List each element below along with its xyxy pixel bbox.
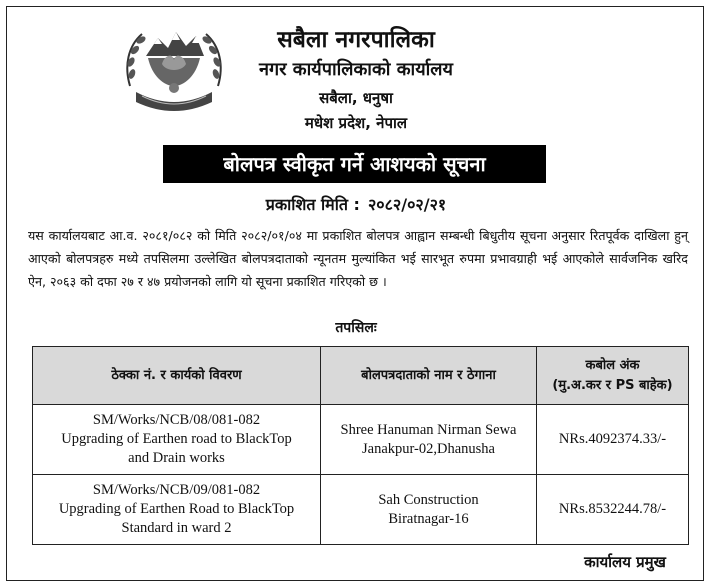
table-header-row	[33, 347, 689, 405]
header-bidder: बोलपत्रदाताको नाम र ठेगाना	[321, 347, 537, 405]
amount-cell: NRs.8532244.78/-	[537, 475, 689, 545]
header-contract: ठेक्का नं. र कार्यको विवरण	[33, 347, 321, 405]
organization-name: सबैला नगरपालिका	[277, 27, 435, 53]
office-name: नगर कार्यपालिकाको कार्यालय	[259, 59, 453, 80]
published-date-label: प्रकाशित मिति :	[265, 195, 360, 214]
bidder-cell	[321, 405, 537, 475]
bidder-name: Sah Construction	[378, 491, 479, 508]
contract-number: SM/Works/NCB/09/081-082	[92, 482, 261, 498]
published-date-value: २०८२/०२/२१	[367, 195, 447, 214]
province-country: मधेश प्रदेश, नेपाल	[304, 114, 408, 132]
header-amount	[537, 347, 689, 405]
work-description-line: Standard in ward 2	[121, 520, 232, 536]
signature-title: कार्यालय प्रमुख	[584, 553, 666, 571]
notice-body: यस कार्यालयबाट आ.व. २०८१/०८२ को मिति २०८२/०१/०४ मा प्रकाशित बोलपत्र आह्वान सम्बन्धी बिधुतीय सूचना अनुसार रितपूर्वक दाखिला हुन् आएको बोलपत्रहरु मध्ये तपसिलमा उल्लेखित बोलपत्रदाताको न्यूनतम मुल्यांकित भई सारभूत रुपमा प्रभावग्राही भई आएकोले सार्वजनिक खरिद ऐन, २०६३ को दफा २७ र ४७ प्रयोजनको लागि यो सूचना प्रकाशित गरिएको छ ।	[28, 228, 688, 289]
work-description-line: Upgrading of Earthen Road to BlackTop	[58, 501, 295, 517]
work-description-line: and Drain works	[128, 450, 225, 466]
bidder-cell	[321, 475, 537, 545]
table-row	[33, 475, 689, 545]
contract-cell	[33, 475, 321, 545]
bids-table	[32, 346, 689, 545]
bidder-name: Shree Hanuman Nirman Sewa	[340, 421, 517, 438]
office-location: सबैला, धनुषा	[319, 89, 393, 107]
work-description-line: Upgrading of Earthen road to BlackTop	[61, 431, 292, 447]
header-amount-line1: कबोल अंक	[585, 357, 640, 373]
contract-cell	[33, 405, 321, 475]
table-row	[33, 405, 689, 475]
header-amount-line2: (मु.अ.कर र PS बाहेक)	[552, 377, 673, 393]
contract-number: SM/Works/NCB/08/081-082	[92, 412, 261, 428]
amount-cell: NRs.4092374.33/-	[537, 405, 689, 475]
schedule-label: तपसिलः	[335, 320, 377, 336]
published-date-line	[0, 193, 712, 215]
notice-title: बोलपत्र स्वीकृत गर्ने आशयको सूचना	[163, 145, 546, 183]
bidder-address: Janakpur-02,Dhanusha	[362, 440, 495, 457]
bidder-address: Biratnagar-16	[388, 510, 469, 527]
